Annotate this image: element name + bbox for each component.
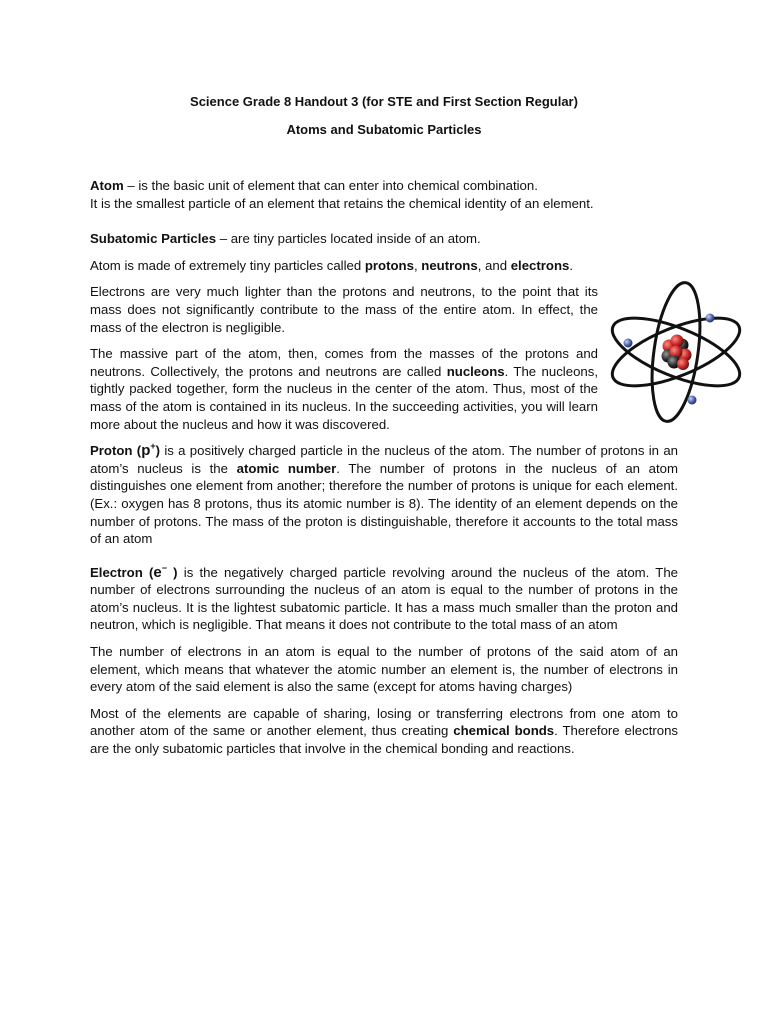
nucleons-term: nucleons [446,363,505,379]
electron-symbol [153,564,167,581]
page-subtitle: Atoms and Subatomic Particles [286,122,482,137]
electron-term-close: ) [166,564,178,580]
composition-sep2: , and [477,257,511,273]
massive-part-paragraph [90,345,598,433]
atom-term: Atom [90,178,124,193]
chemical-bonding-paragraph [90,705,678,758]
composition-end: . [569,257,574,273]
electron-count-paragraph: The number of electrons in an atom is equal to the number of protons of the said atom of an element, which means that whatever the atomic number an element is, the number of electrons in every atom of the said element is also the same (except for atoms having charges) [90,644,678,695]
electron-term: Electron ( [90,564,154,580]
composition-sep1: , [413,257,422,273]
electron-paragraph [90,564,678,634]
proton-text-pre: is a positively charged particle in the nucleus of the atom. The number of protons in an atom’s nucleus is the [90,443,678,476]
electron-text: is the negatively charged particle revolving around the nucleus of the atom. The number of electrons surrounding the nucleus of an atom is equal to the number of protons in the atom’s nucleus. It is the lightest subatomic particle. It has a mass much smaller than the proton and neutron, which is negligible. That means it does not contribute to the total mass of an atom [90,564,678,633]
electrons-term: electrons [510,257,570,273]
atom-definition [90,177,678,212]
massive-part-pre: The massive part of the atom, then, comes from the masses of the protons and neutrons. Collectively, the protons and neutrons are called [90,346,598,379]
proton-paragraph [90,442,678,548]
neutrons-term: neutrons [421,257,478,273]
chemical-bonds-term: chemical bonds [453,723,555,739]
electrons-mass-paragraph: Electrons are very much lighter than the protons and neutrons, to the point that its mass does not significantly contribute to the mass of the entire atom. In effect, the mass of the electron is negligible. [90,284,598,335]
subatomic-definition [90,230,678,248]
proton-charge: + [150,441,156,452]
proton-text-post: . The number of protons in the nucleus of an atom distinguishes one element from another; therefore the number of protons is unique for each element. (Ex.: oxygen has 8 protons, thus its atomic number is 8). The identity of an element depends on the number of protons. The mass of the proton is distinguishable, therefore it accounts to the total mass of an atom [90,460,678,547]
bonding-post: . Therefore electrons are the only subatomic particles that involve in the chemical bonding and reactions. [90,723,679,757]
subatomic-def: – are tiny particles located inside of an atom. [216,231,481,247]
proton-symbol [141,442,155,459]
massive-part-post: . The nucleons, tightly packed together, form the nucleus in the center of the atom. Thus, most of the mass of the atom is contained in its nucleus. In the succeeding activities, you will learn more about the nucleus and how it was discovered. [90,363,598,432]
page-title: Science Grade 8 Handout 3 (for STE and First Section Regular) [190,94,578,109]
electron-charge: − [161,562,167,573]
atom-def-line1: – is the basic unit of element that can enter into chemical combination. [123,178,538,193]
subatomic-term: Subatomic Particles [90,231,217,247]
handout-body [90,177,678,758]
protons-term: protons [364,257,414,273]
atom-model-icon [606,280,752,428]
atom-def-line2: It is the smallest particle of an element that retains the chemical identity of an element. [90,195,594,211]
proton-term: Proton ( [90,443,142,459]
bonding-pre: Most of the elements are capable of sharing, losing or transferring electrons from one atom to another atom of the same or another element, thus creating [90,705,678,739]
composition-text: Atom is made of extremely tiny particles called [90,257,365,273]
atom-composition [90,257,678,275]
proton-term-close: ) [155,443,161,459]
atomic-number-term: atomic number [236,460,337,476]
electron-symbol-letter: e [153,563,162,581]
proton-symbol-letter: p [141,442,151,460]
